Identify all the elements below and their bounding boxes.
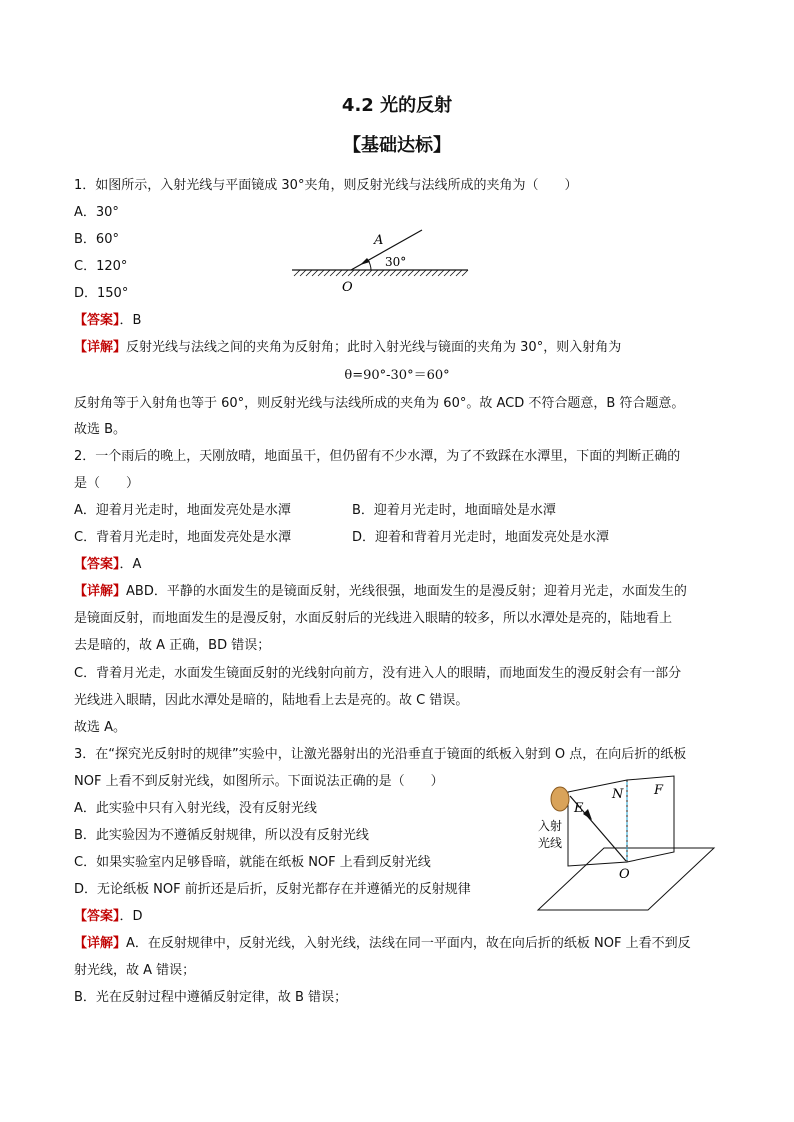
- q3-stem-2: NOF 上看不到反射光线，如图所示。下面说法正确的是（ ）: [74, 774, 444, 789]
- q2-option-c: C．背着月光走时，地面发亮处是水潭: [74, 530, 292, 545]
- q3-stem-1: 3．在“探究光反射时的规律”实验中，让激光器射出的光沿垂直于镜面的纸板入射到 O 点，在向后折的纸板: [74, 747, 687, 762]
- q3-option-b: B．此实验因为不遵循反射规律，所以没有反射光线: [74, 828, 369, 843]
- q1-option-d: D．150°: [74, 286, 129, 301]
- q2-stem-2: 是（ ）: [74, 476, 140, 491]
- q1-figure-mirror: [288, 226, 478, 298]
- label-o: O: [342, 280, 353, 295]
- q3-detail-2: 射光线，故 A 错误；: [74, 963, 196, 978]
- page-title: 4.2 光的反射: [341, 95, 453, 116]
- label-incident-1: 入射: [538, 819, 563, 833]
- q1-option-c: C．120°: [74, 259, 128, 274]
- q3-option-d: D．无论纸板 NOF 前折还是后折，反射光都存在并遵循光的反射规律: [74, 882, 471, 897]
- q1-formula: θ=90°-30°＝60°: [344, 368, 450, 383]
- section-heading: 【基础达标】: [343, 135, 451, 156]
- q1-option-a: A．30°: [74, 205, 119, 220]
- q2-option-b: B．迎着月光走时，地面暗处是水潭: [352, 503, 556, 518]
- label-f: F: [654, 783, 664, 798]
- label-a: A: [374, 233, 384, 248]
- q2-option-a: A．迎着月光走时，地面发亮处是水潭: [74, 503, 291, 518]
- label-n: N: [612, 787, 624, 802]
- mirror-hatching: [294, 270, 468, 276]
- q1-option-b: B．60°: [74, 232, 119, 247]
- q1-detail-1: 【详解】反射光线与法线之间的夹角为反射角；此时入射光线与镜面的夹角为 30°，则入射角为: [74, 340, 622, 355]
- q3-option-a: A．此实验中只有入射光线，没有反射光线: [74, 801, 317, 816]
- detail-tag: 【详解】: [74, 340, 127, 355]
- laser-pointer-icon: [551, 787, 569, 811]
- q3-answer: 【答案】．D: [74, 909, 143, 924]
- q3-option-c: C．如果实验室内足够昏暗，就能在纸板 NOF 上看到反射光线: [74, 855, 431, 870]
- q3-detail-3: B．光在反射过程中遵循反射定律，故 B 错误；: [74, 990, 348, 1005]
- q2-detail-2: 是镜面反射，而地面发生的是漫反射，水面反射后的光线进入眼睛的较多，所以水潭处是亮的，陆地看上: [74, 611, 673, 626]
- label-e: E: [574, 801, 584, 816]
- q2-answer: 【答案】．A: [74, 557, 142, 572]
- q2-detail-3: 去是暗的，故 A 正确，BD 错误；: [74, 638, 271, 653]
- label-incident-2: 光线: [538, 836, 563, 850]
- q1-conclusion: 故选 B。: [74, 422, 127, 437]
- label-o: O: [619, 867, 630, 882]
- q1-stem: 1．如图所示，入射光线与平面镜成 30°夹角，则反射光线与法线所成的夹角为（ ）: [74, 178, 578, 193]
- q3-detail-1: 【详解】A．在反射规律中，反射光线，入射光线，法线在同一平面内，故在向后折的纸板 NOF 上看不到反: [74, 936, 691, 951]
- q2-detail-4: C．背着月光走，水面发生镜面反射的光线射向前方，没有进入人的眼睛，而地面发生的漫反射会有一部分: [74, 666, 682, 681]
- label-angle: 30°: [385, 255, 407, 269]
- board-nof: [627, 776, 674, 862]
- q2-detail-5: 光线进入眼睛，因此水潭处是暗的，陆地看上去是亮的。故 C 错误。: [74, 693, 469, 708]
- answer-tag: 【答案】: [74, 313, 120, 328]
- q3-figure-board: [530, 772, 720, 914]
- q2-stem-1: 2．一个雨后的晚上，天刚放晴，地面虽干，但仍留有不少水潭，为了不致踩在水潭里，下面的判断正确的: [74, 449, 681, 464]
- q1-answer: 【答案】．B: [74, 313, 142, 328]
- q2-option-d: D．迎着和背着月光走时，地面发亮处是水潭: [352, 530, 610, 545]
- q2-detail-1: 【详解】ABD．平静的水面发生的是镜面反射，光线很强，地面发生的是漫反射；迎着月光走，水面发生的: [74, 584, 687, 599]
- q2-conclusion: 故选 A。: [74, 720, 127, 735]
- q1-detail-2: 反射角等于入射角也等于 60°，则反射光线与法线所成的夹角为 60°。故 ACD 不符合题意，B 符合题意。: [74, 396, 685, 411]
- ray-arrow: [583, 809, 592, 820]
